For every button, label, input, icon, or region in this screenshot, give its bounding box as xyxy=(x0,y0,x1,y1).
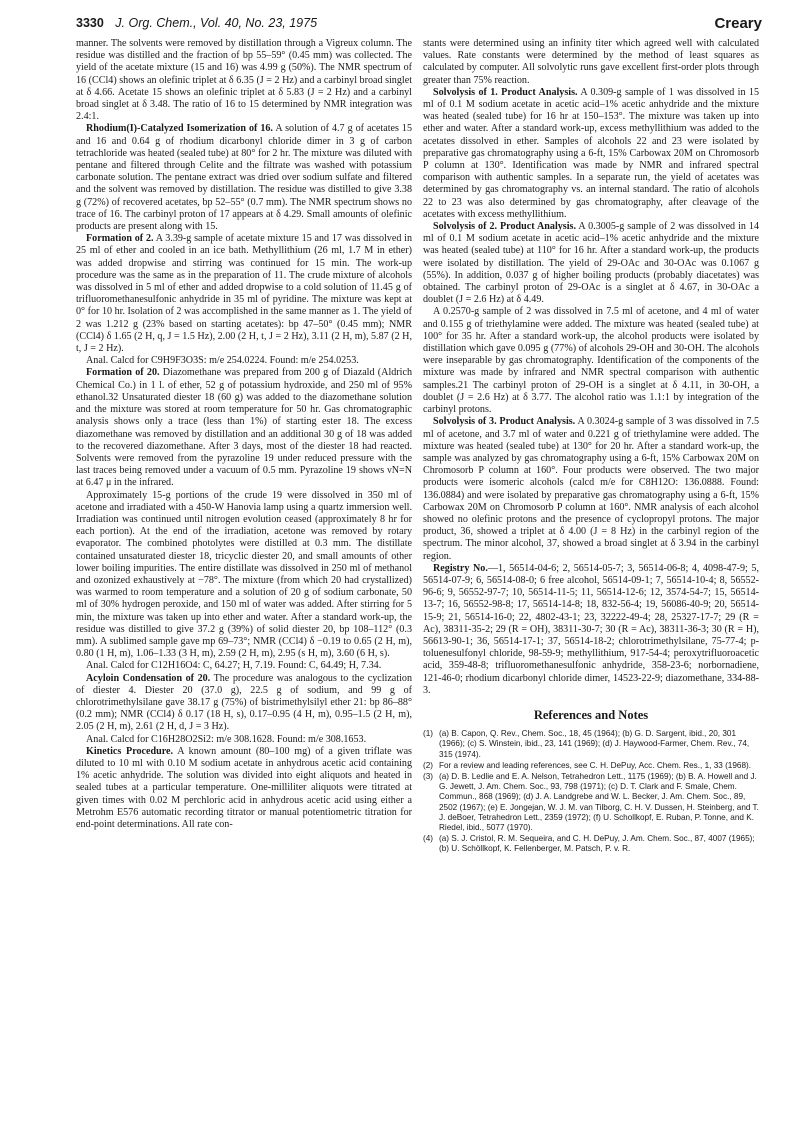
paragraph: manner. The solvents were removed by distillation through a Vigreux column. The residue was distilled and the fraction of bp 55–59° (0.45 mm) was collected. The yield of the acetate mixture (15 and 16) was 4.99 g (50%). The NMR spectrum of 16 (CCl4) shows an olefinic triplet at δ 6.35 (J = 2 Hz) and a carbinyl broad singlet at δ 4.66. Acetate 15 shows an olefinic triplet at δ 5.83 (J = 2 Hz) and a carbinyl broad singlet at δ 3.48. The ratio of 16 to 15 determined by NMR integration was 2.4:1. xyxy=(76,38,412,123)
reference-item xyxy=(423,772,759,833)
reference-number: (1) xyxy=(423,729,434,739)
paragraph: A 0.2570-g sample of 2 was dissolved in 7.5 ml of acetone, and 4 ml of water and 0.155 g of triethylamine were added. The mixture was heated (sealed tube) at 100° for 35 hr. After a standard work-up, the alcohol products were isolated by distillation which gave 0.095 g (77%) of alcohols 29-OH and 30-OH. The alcohols were inseparable by gas chromatography. Identification of the components of the mixture was made by infrared and NMR spectral comparison with authentic samples.21 The carbinyl proton of 29-OH is a singlet at δ 4.11, in 30-OH, a doublet (J = 2.6 Hz) at δ 3.77. The alcohol ratio was 1.1:1 by integration of the carbinyl protons. xyxy=(423,306,759,416)
section-heading: Formation of 2. xyxy=(86,233,154,245)
reference-number: (3) xyxy=(423,771,434,781)
paragraph: Acyloin Condensation of 20. The procedure was analogous to the cyclization of diester 4. Diester 20 (37.0 g), 22.5 g of sodium, and 99 g of chlorotrimethylsilane gave 38.17 g (75%) of bistrimethylsilyl ether 21: bp 86–88° (0.2 mm); NMR (CCl4) δ 0.17 (18 H, s), 0.17–0.95 (4 H, m), 0.95–1.5 (2 H, m), 2.05 (2 H, m), 2.61 (2 H, d, J = 3 Hz). xyxy=(76,672,412,733)
reference-item xyxy=(423,729,759,760)
reference-number: (4) xyxy=(423,834,434,844)
section-heading: Rhodium(I)-Catalyzed Isomerization of 16. xyxy=(86,123,273,135)
paragraph: Solvolysis of 1. Product Analysis. A 0.309-g sample of 1 was dissolved in 15 ml of 0.1 M sodium acetate in acetic acid–1% acetic anhydride and the mixture was heated (sealed tube) for 16 hr at 150–153°. The mixture was taken up into ether and water. After a standard work-up, excess methyllithium was added to the acetates dissolved in ether. Samples of alcohols 22 and 23 were isolated by preparative gas chromatography using a 6-ft, 15% Carbowax 20M on Chromosorb P column at 130°. Identification was made by NMR and infrared spectral comparison with authentic samples. In a separate run, the yield of acetates was determined by gas chromatography vs. an internal standard. The ratio of alcohols 22 to 23 was also determined by gas chromatography, after cleavage of the acetates with excess methyllithium. xyxy=(423,86,759,220)
reference-text: (a) D. B. Ledlie and E. A. Nelson, Tetrahedron Lett., 1175 (1969); (b) B. A. Howell and J. G. Jewett, J. Am. Chem. Soc., 93, 798 (1971); (c) D. T. Clark and F. Smale, Chem. Commun., 868 (1969); (d) J. A. Landgrebe and W. L. Becker, J. Am. Chem. Soc., 89, 2502 (1967); (e) E. Jongejan, W. J. M. van Tilborg, C. H. V. Dussen, H. Steinberg, and T. J. deBoer, Tetrahedron Lett., 2359 (1972); (f) U. Schollkopf, E. Ruban, P. Tonne, and K. Riedel, ibid., 5077 (1970). xyxy=(439,771,759,832)
reference-text: (a) S. J. Cristol, R. M. Sequeira, and C. H. DePuy, J. Am. Chem. Soc., 87, 4007 (1965); (b) U. Schöllkopf, K. Fellenberger, M. Patsch, P. v. R. xyxy=(439,834,755,854)
paragraph: Formation of 20. Diazomethane was prepared from 200 g of Diazald (Aldrich Chemical Co.) in 1 l. of ether, 52 g of potassium hydroxide, and 250 ml of 95% ethanol.32 Unsaturated diester 18 (60 g) was added to the diazomethane solution and the mixture was stored at room temperature for 50 hr. Gas chromatographic analysis shows only a trace (less than 1%) of starting ester 18. The excess diazomethane was removed by distillation and an additional 30 g of 18 was added to the recovered diazomethane. After 3 days, most of the diester 18 had reacted. Solvents were removed from the pyrazoline 19 under reduced pressure with the last traces being removed under a vacuum of 0.5 mm. Pyrazoline 19 shows νN=N at 6.47 μ in the infrared. xyxy=(76,367,412,489)
paragraph: Kinetics Procedure. A known amount (80–100 mg) of a given triflate was diluted to 10 ml with 0.10 M sodium acetate in anhydrous acetic acid containing 1% acetic anhydride. The solution was divided into eight aliquots and heated in sealed tubes at a particular temperature. One-milliliter aliquots were titrated at given times with 0.02 M perchloric acid in anhydrous acetic acid using either a Metrohm E576 automatic recording titrator or manual potentiometric titration for end-point determinations. All rate con- xyxy=(76,745,412,830)
paragraph: Anal. Calcd for C16H28O2Si2: m/e 308.1628. Found: m/e 308.1653. xyxy=(86,733,367,745)
running-author: Creary xyxy=(714,15,762,32)
right-column xyxy=(423,38,759,856)
section-heading: Formation of 20. xyxy=(86,367,160,379)
paragraph: Anal. Calcd for C12H16O4: C, 64.27; H, 7.19. Found: C, 64.49; H, 7.34. xyxy=(86,660,382,672)
reference-item xyxy=(423,834,759,854)
page-number: 3330 xyxy=(76,16,104,30)
paragraph: Anal. Calcd for C9H9F3O3S: m/e 254.0224. Found: m/e 254.0253. xyxy=(86,355,359,367)
page-header xyxy=(76,16,762,34)
reference-item xyxy=(423,761,759,771)
paragraph: Solvolysis of 3. Product Analysis. A 0.3024-g sample of 3 was dissolved in 7.5 ml of acetone, and 3.7 ml of water and 0.221 g of triethylamine were added. The mixture was heated (sealed tube) at 130° for 20 hr. After a standard work-up, the sample was analyzed by gas chromatography using a 6-ft, 15% Carbowax 20M on Chromosorb P column at 160°. Four products were observed. The two major products were isomeric alcohols (calcd m/e for C8H12O: 136.0888. Found: 136.0884) and were isolated by preparative gas chromatography using a 6-ft, 15% Carbowax 20M on Chromosorb P column at 160°. NMR analysis of each alcohol showed no olefinic protons and the presence of cyclopropyl protons. The major product, 36, showed a triplet at δ 4.00 (J = 8 Hz) in the carbinyl region of the spectrum. The minor alcohol, 37, showed a broad singlet at δ 3.94 in the carbinyl region. xyxy=(423,416,759,562)
journal-citation: J. Org. Chem., Vol. 40, No. 23, 1975 xyxy=(115,16,318,30)
reference-text: (a) B. Capon, Q. Rev., Chem. Soc., 18, 45 (1964); (b) G. D. Sargent, ibid., 20, 301 (1966); (c) S. Winstein, ibid., 23, 141 (1969); (d) J. Haywood-Farmer, Chem. Rev., 74, 315 (1974). xyxy=(439,729,750,759)
section-heading: Acyloin Condensation of 20. xyxy=(86,672,211,684)
references-title: References and Notes xyxy=(533,707,649,722)
section-heading: Solvolysis of 1. Product Analysis. xyxy=(433,86,578,98)
paragraph: Rhodium(I)-Catalyzed Isomerization of 16. A solution of 4.7 g of acetates 15 and 16 and 0.64 g of rhodium dicarbonyl chloride dimer in 3 g of carbon tetrachloride was heated (sealed tube) at 80° for 2 hr. The mixture was diluted with pentane and filtered through Celite and the filtrate was washed with potassium carbonate solution. The pentane extract was dried over sodium sulfate and filtered and the solvent was removed by distillation. The residue was distilled to give 3.38 g (72%) of recovered acetates, bp 52–55° (0.7 mm). The NMR spectrum shows no trace of 16. The carbinyl proton of 17 appears at δ 4.29. Small amounts of olefinic products are present along with 15. xyxy=(76,123,412,233)
paragraph: Formation of 2. A 3.39-g sample of acetate mixture 15 and 17 was dissolved in 25 ml of ether and cooled in an ice bath. Methyllithium (26 ml, 1.7 M in ether) was added dropwise and stirring was continued for 15 min. The work-up procedure was the same as in the preparation of 11. The crude mixture of alcohols was dissolved in 5 ml of ether and added dropwise to a cold solution of 11.45 g of trifluoromethanesulfonic anhydride in 35 ml of pyridine. The mixture was kept at 0° for 10 hr. Isolation of 2 was accomplished in the same manner as 1. The yield of 2 was 1.212 g (23% based on starting acetates): bp 47–50° (0.45 mm); NMR (CCl4) δ 1.65 (2 H, q, J = 1.5 Hz), 2.00 (2 H, t, J = 2 Hz), 3.11 (2 H, m), 5.87 (2 H, t, J = 2 Hz). xyxy=(76,233,413,355)
section-heading: Solvolysis of 2. Product Analysis. xyxy=(433,221,576,233)
registry-heading: Registry No. xyxy=(433,562,488,574)
left-column xyxy=(76,38,412,831)
paragraph: Solvolysis of 2. Product Analysis. A 0.3005-g sample of 2 was dissolved in 14 ml of 0.1 M sodium acetate in acetic acid–1% acetic anhydride and the mixture was heated (sealed tube) at 110° for 16 hr. After a standard work-up, the products were isolated by distillation. The yield of 29-OAc and 30-OAc was 0.1067 g (55%). In addition, 0.037 g of higher boiling products (probably diacetates) was obtained. The carbinyl proton of 29-OAc is a singlet at δ 4.67, in 30-OAc a doublet (J = 2.6 Hz) at δ 4.49. xyxy=(423,221,760,306)
paragraph: stants were determined using an infinity titer which agreed well with calculated values. Rate constants were determined by the method of least squares as calculated by computer. All solvolytic runs gave excellent first-order plots through greater than 75% reaction. xyxy=(423,38,759,86)
section-heading: Solvolysis of 3. Product Analysis. xyxy=(433,416,576,428)
reference-text: For a review and leading references, see C. H. DePuy, Acc. Chem. Res., 1, 33 (1968). xyxy=(439,760,752,770)
reference-number: (2) xyxy=(423,760,434,770)
section-heading: Kinetics Procedure. xyxy=(86,745,174,757)
paragraph: Approximately 15-g portions of the crude 19 were dissolved in 350 ml of acetone and irradiated with a 450-W Hanovia lamp using a quartz immersion well. Irradiation was continued until nitrogen evolution ceased (approximately 8 hr for each portion). At the end of the irradiation, acetone was removed by rotary evaporator. The combined photolytes were distilled at 0.3 mm. The distillate contained unsaturated diester 18, tricyclic diester 20, and small amounts of other lower boiling impurities. The entire distillate was dissolved in 250 ml of methanol and ozonized exhaustively at −78°. The mixture (from which 20 had crystallized) was warmed to room temperature and a solution of 20 g of sodium carbonate, 50 ml of 30% hydrogen peroxide, and 150 ml of water was added. After stirring for 5 min, the mixture was taken up into ether and water. After a standard work-up, the residue was distilled to give 37.2 g (39%) of solid diester 20, bp 108–112° (0.3 mm). A sublimed sample gave mp 69–73°; NMR (CCl4) δ −0.19 to 0.65 (2 H, m), 0.80 (1 H, m), 1.06–1.33 (3 H, m), 2.59 (2 H, m), 2.95 (s H, m), 3.60 (6 H, s). xyxy=(76,489,412,660)
registry-numbers: Registry No.—1, 56514-04-6; 2, 56514-05-7; 3, 56514-06-8; 4, 4098-47-9; 5, 56514-07-9; 6, 56514-08-0; 6 free alcohol, 56514-09-1; 7, 56514-10-4; 8, 56552-96-6; 9, 56552-97-7; 10, 56514-11-5; 11, 56514-12-6; 12, 3574-54-7; 15, 56514-13-7; 16, 56552-98-8; 17, 56514-14-8; 18, 832-56-4; 19, 56086-40-9; 20, 56514-15-9; 21, 56514-16-0; 22, 4802-43-1; 23, 32222-49-4; 28, 25327-17-7; 29 (R = Ac), 38311-35-2; 29 (R = OH), 38311-30-7; 30 (R = Ac), 38311-36-3; 30 (R = H), 56613-90-1; 36, 56514-17-1; 37, 56514-18-2; chlorotrimethylsilane, 75-77-4; p-toluenesulfonyl chloride, 98-59-9; methyllithium, 917-54-4; peroxytrifluoroacetic acid, 359-48-8; trifluoromethanesulfonic anhydride, 358-23-6; norbornadiene, 121-46-0; rhodium dicarbonyl chloride dimer, 14523-22-9; diazomethane, 334-88-3. xyxy=(423,562,759,696)
